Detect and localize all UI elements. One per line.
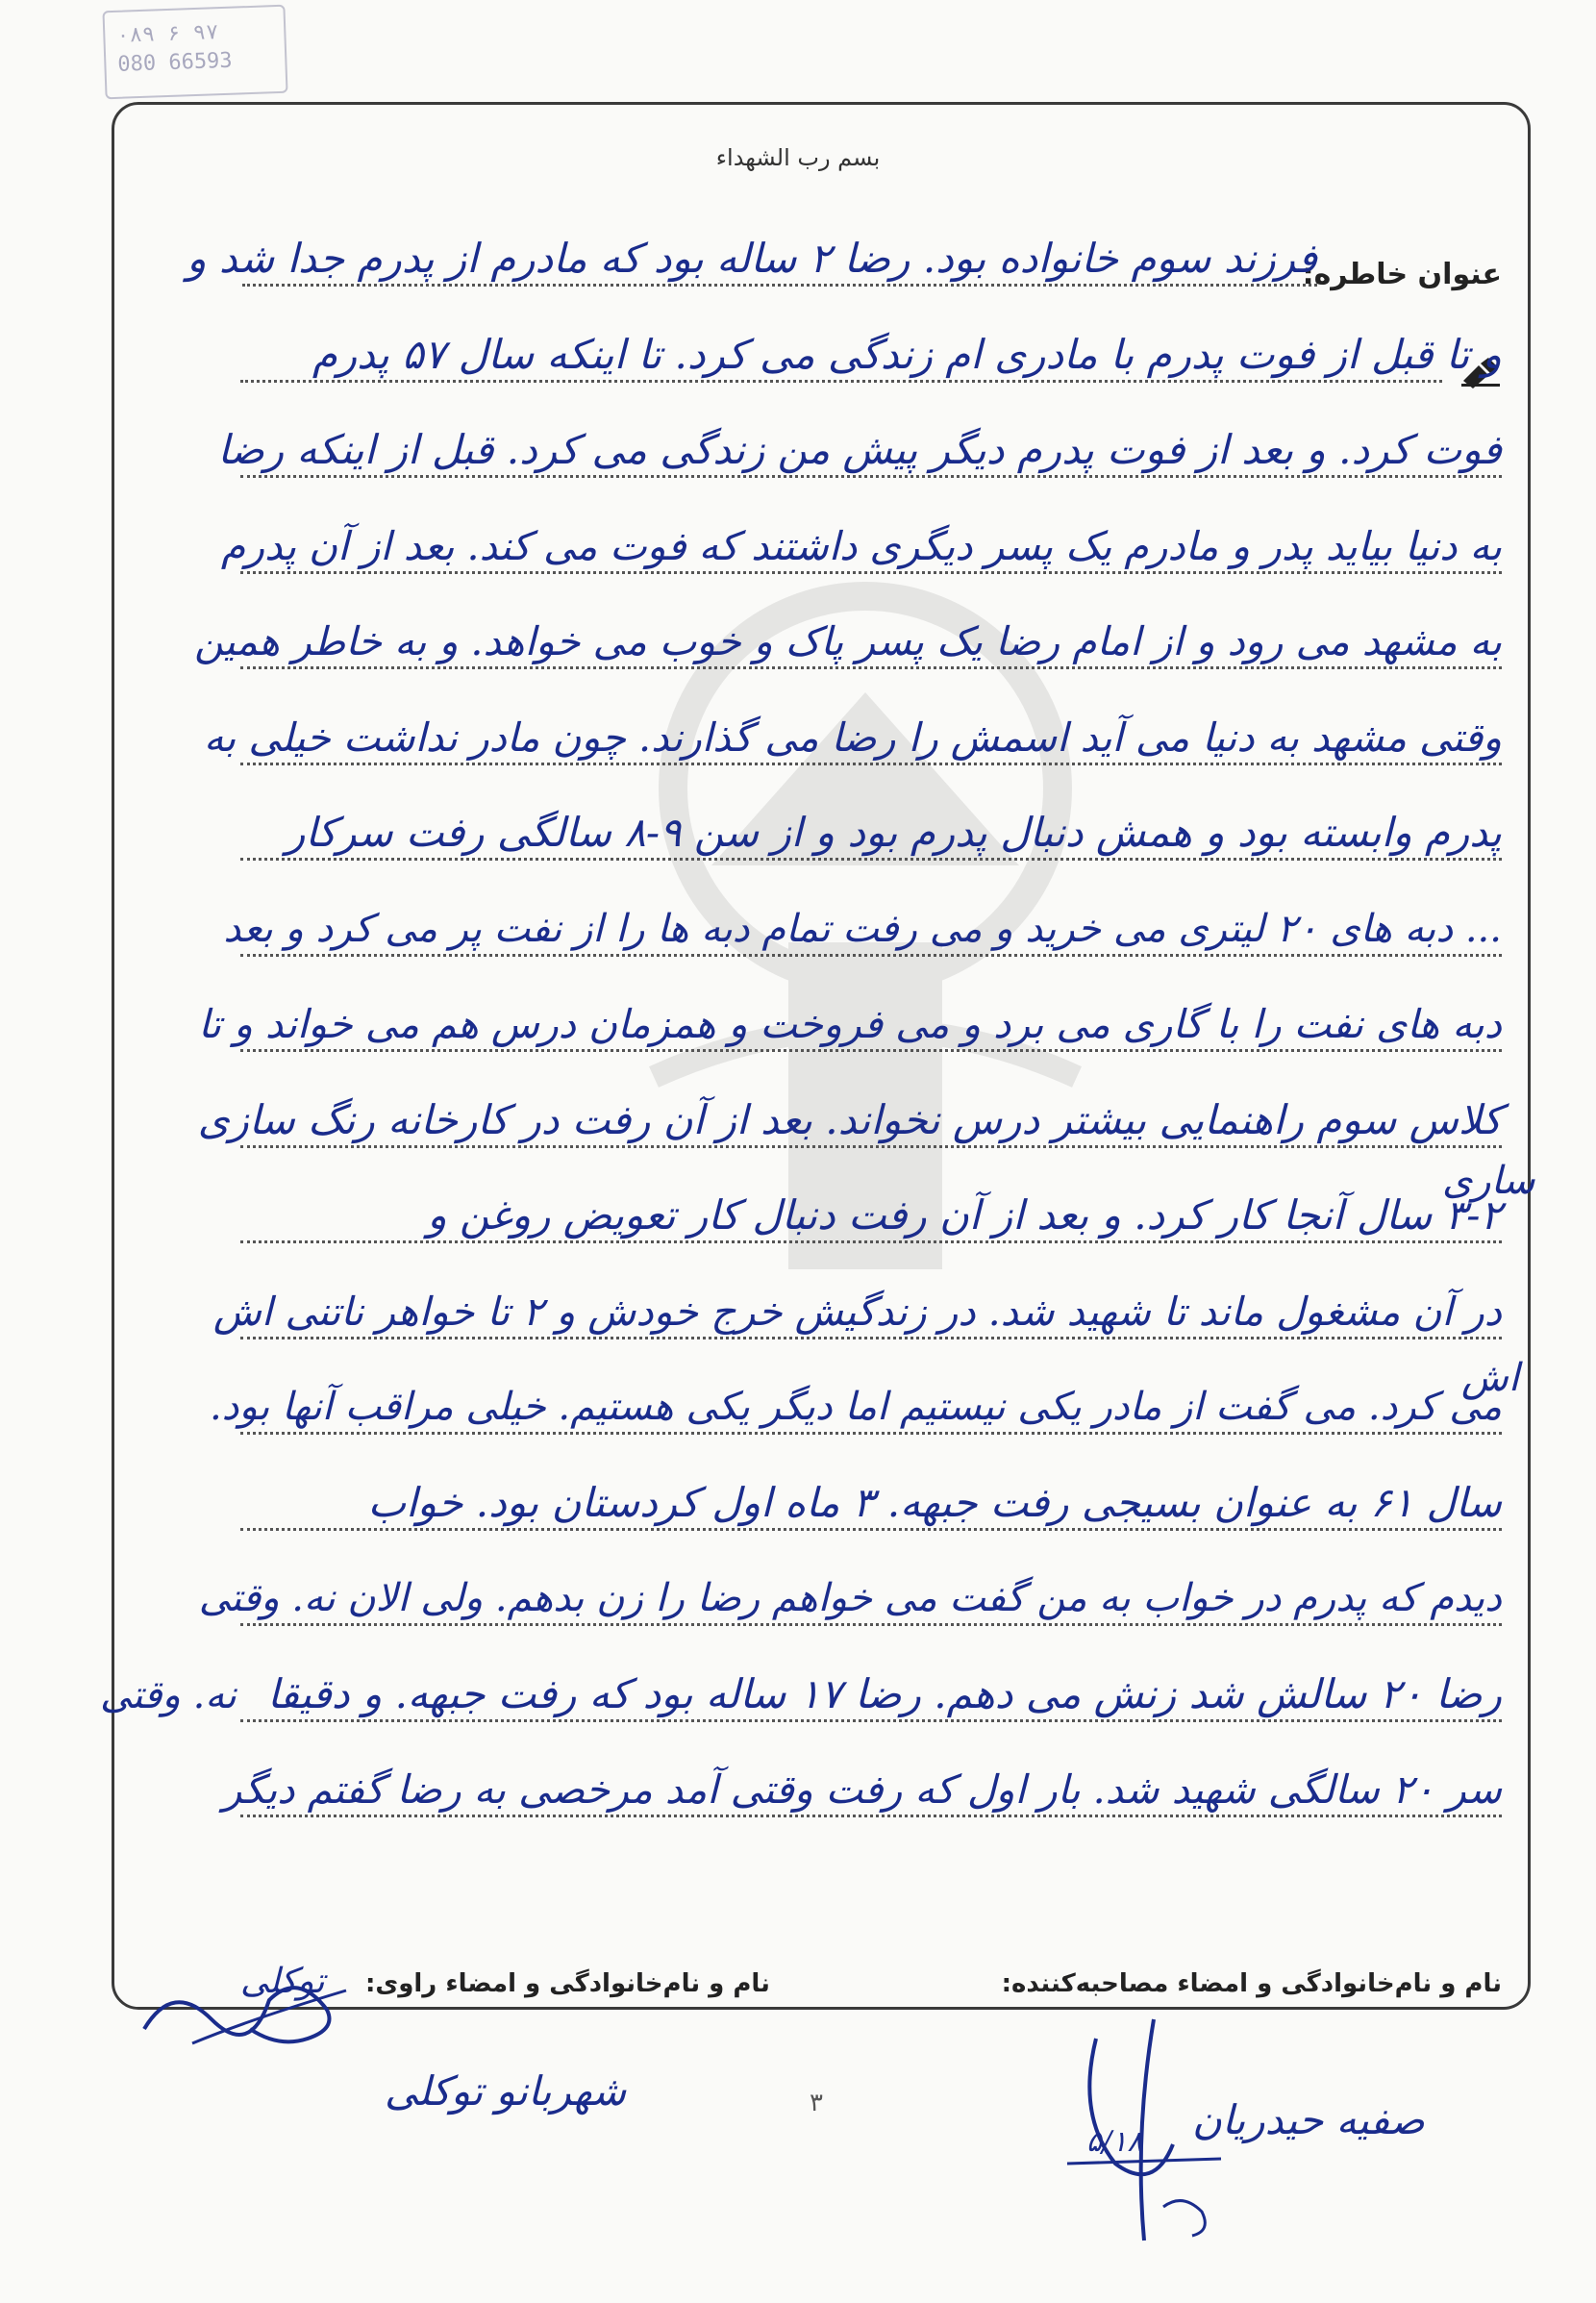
handwritten-line: به دنیا بیاید پدر و مادرم یک پسر دیگری داشتند که فوت می کند. بعد از آن پدرم — [220, 522, 1502, 569]
narrator-name: شهربانو توکلی — [385, 2067, 627, 2115]
narrator-label: نام و نام‌خانوادگی و امضاء راوی: — [365, 1969, 770, 1998]
handwritten-line: دیدم که پدرم در خواب به من گفت می خواهم رضا را زن بدهم. ولی الان نه. وقتی — [198, 1576, 1502, 1620]
memoir-title-label: عنوان خاطره: — [1302, 258, 1502, 291]
handwritten-line: فوت کرد. و بعد از فوت پدرم دیگر پیش من زندگی می کرد. قبل از اینکه رضا — [217, 426, 1502, 473]
handwritten-line: کلاس سوم راهنمایی بیشتر درس نخواند. بعد از آن رفت در کارخانه رنگ سازی — [197, 1095, 1502, 1143]
margin-note-2: اش — [1461, 1356, 1519, 1400]
interviewer-name: صفیه حیدریان — [1192, 2096, 1425, 2143]
interviewer-date: ۵/۱۸ — [1086, 2125, 1143, 2159]
stamp-line-2: 080 66593 — [116, 48, 233, 77]
handwritten-line: به مشهد می رود و از امام رضا یک پسر پاک و خوب می خواهد. و به خاطر همین — [194, 618, 1502, 664]
narrator-signature-text: توکلی — [240, 1962, 325, 2001]
handwritten-line: فرزند سوم خانواده بود. رضا ۲ ساله بود که مادرم از پدرم جدا شد و — [187, 235, 1317, 282]
handwritten-line: ۳-۲ سال آنجا کار کرد. و بعد از آن رفت دنبال کار تعویض روغن و — [427, 1191, 1502, 1239]
handwritten-line: می کرد. می گفت از مادر یکی نیستیم اما دیگر یکی هستیم. خیلی مراقب آنها بود. — [209, 1385, 1502, 1429]
handwritten-line: دبه های نفت را با گاری می برد و می فروخت و همزمان درس هم می خواند و تا — [198, 1001, 1502, 1047]
handwritten-line: وقتی مشهد به دنیا می آید اسمش را رضا می گذارند. چون مادر نداشت خیلی به — [203, 713, 1502, 761]
margin-note-3: نه. وقتی — [100, 1673, 237, 1717]
basmala-header: بسم رب الشهداء — [715, 144, 881, 171]
archive-stamp — [102, 5, 287, 100]
handwritten-line: و تا قبل از فوت پدرم با مادری ام زندگی می کرد. تا اینکه سال ۵۷ پدرم — [312, 330, 1502, 378]
handwritten-line: در آن مشغول ماند تا شهید شد. در زندگیش خرج خودش و ۲ تا خواهر ناتنی اش — [212, 1288, 1502, 1335]
handwritten-line: رضا ۲۰ سالش شد زنش می دهم. رضا ۱۷ ساله بود که رفت جبهه. و دقیقا — [267, 1669, 1502, 1717]
handwritten-line: پدرم وابسته بود و همش دنبال پدرم بود و از سن ۹-۸ سالگی رفت سرکار — [286, 809, 1502, 856]
interviewer-label: نام و نام‌خانوادگی و امضاء مصاحبه‌کننده: — [1001, 1969, 1502, 1998]
handwritten-line: سال ۶۱ به عنوان بسیجی رفت جبهه. ۳ ماه اول کردستان بود. خواب — [367, 1478, 1502, 1526]
margin-note-1: ساری — [1442, 1159, 1535, 1203]
handwritten-line: ... دبه های ۲۰ لیتری می خرید و می رفت تمام دبه ها را از نفت پر می کرد و بعد — [223, 906, 1502, 951]
handwritten-line: سر ۲۰ سالگی شهید شد. بار اول که رفت وقتی آمد مرخصی به رضا گفتم دیگر — [222, 1766, 1502, 1813]
page-number: ۳ — [810, 2089, 823, 2117]
stamp-line-1: ۰۸۹ ۶ ۹۷ — [115, 20, 219, 48]
